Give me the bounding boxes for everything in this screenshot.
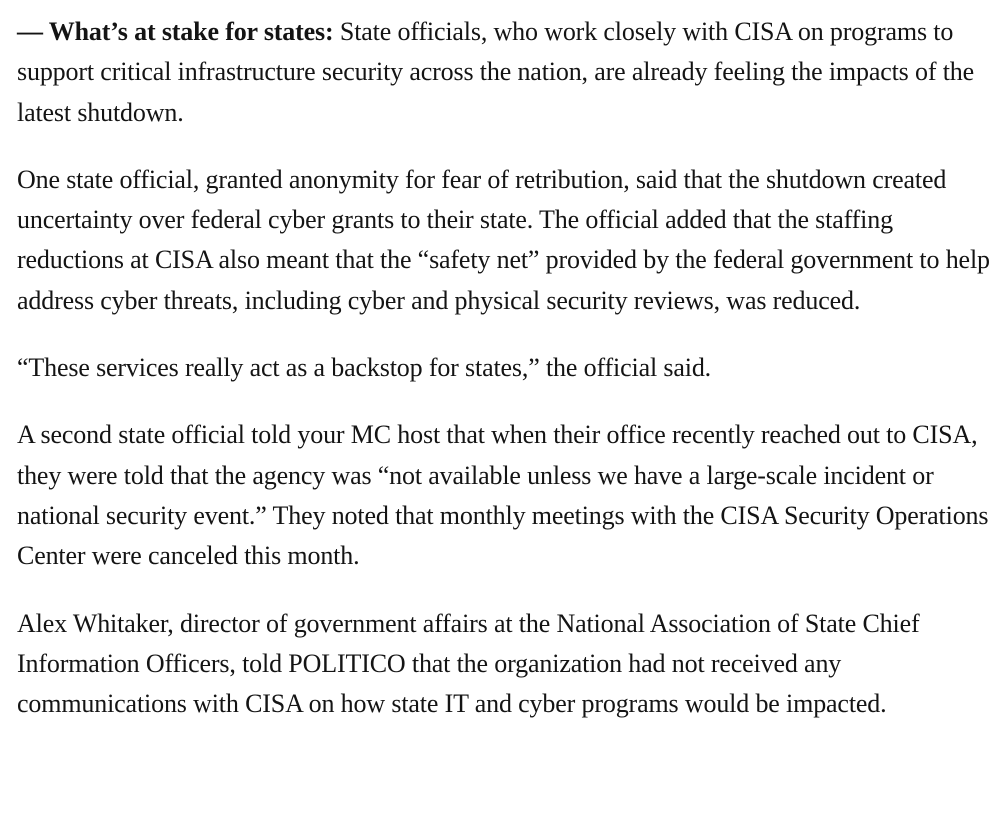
paragraph-alex-whitaker: Alex Whitaker, director of government affairs at the National Association of State Chief Information Officers, told POLITICO that the organization had not received any communications with CISA on how state IT and cyber programs would be impacted. (17, 608, 920, 719)
paragraph-first-official: One state official, granted anonymity for fear of retribution, said that the shutdown created uncertainty over federal cyber grants to their state. The official added that the staffing reductions at CISA also meant that the “safety net” provided by the federal government to help address cyber threats, including cyber and physical security reviews, was reduced. (17, 164, 990, 315)
paragraph-official-quote: “These services really act as a backstop for states,” the official said. (17, 353, 712, 383)
paragraph-second-official: A second state official told your MC host that when their office recently reached out to CISA, they were told that the agency was “not available unless we have a large-scale incident or national security event.” They noted that monthly meetings with the CISA Security Operations Center were canceled this month. (17, 420, 989, 571)
paragraph-text: State officials, who work closely with CISA on programs to support critical infrastructure security across the nation, are already feeling the impacts of the latest shutdown. (17, 17, 975, 127)
paragraph-whats-at-stake (17, 12, 992, 133)
section-lead-label: — What’s at stake for states: (17, 17, 334, 46)
